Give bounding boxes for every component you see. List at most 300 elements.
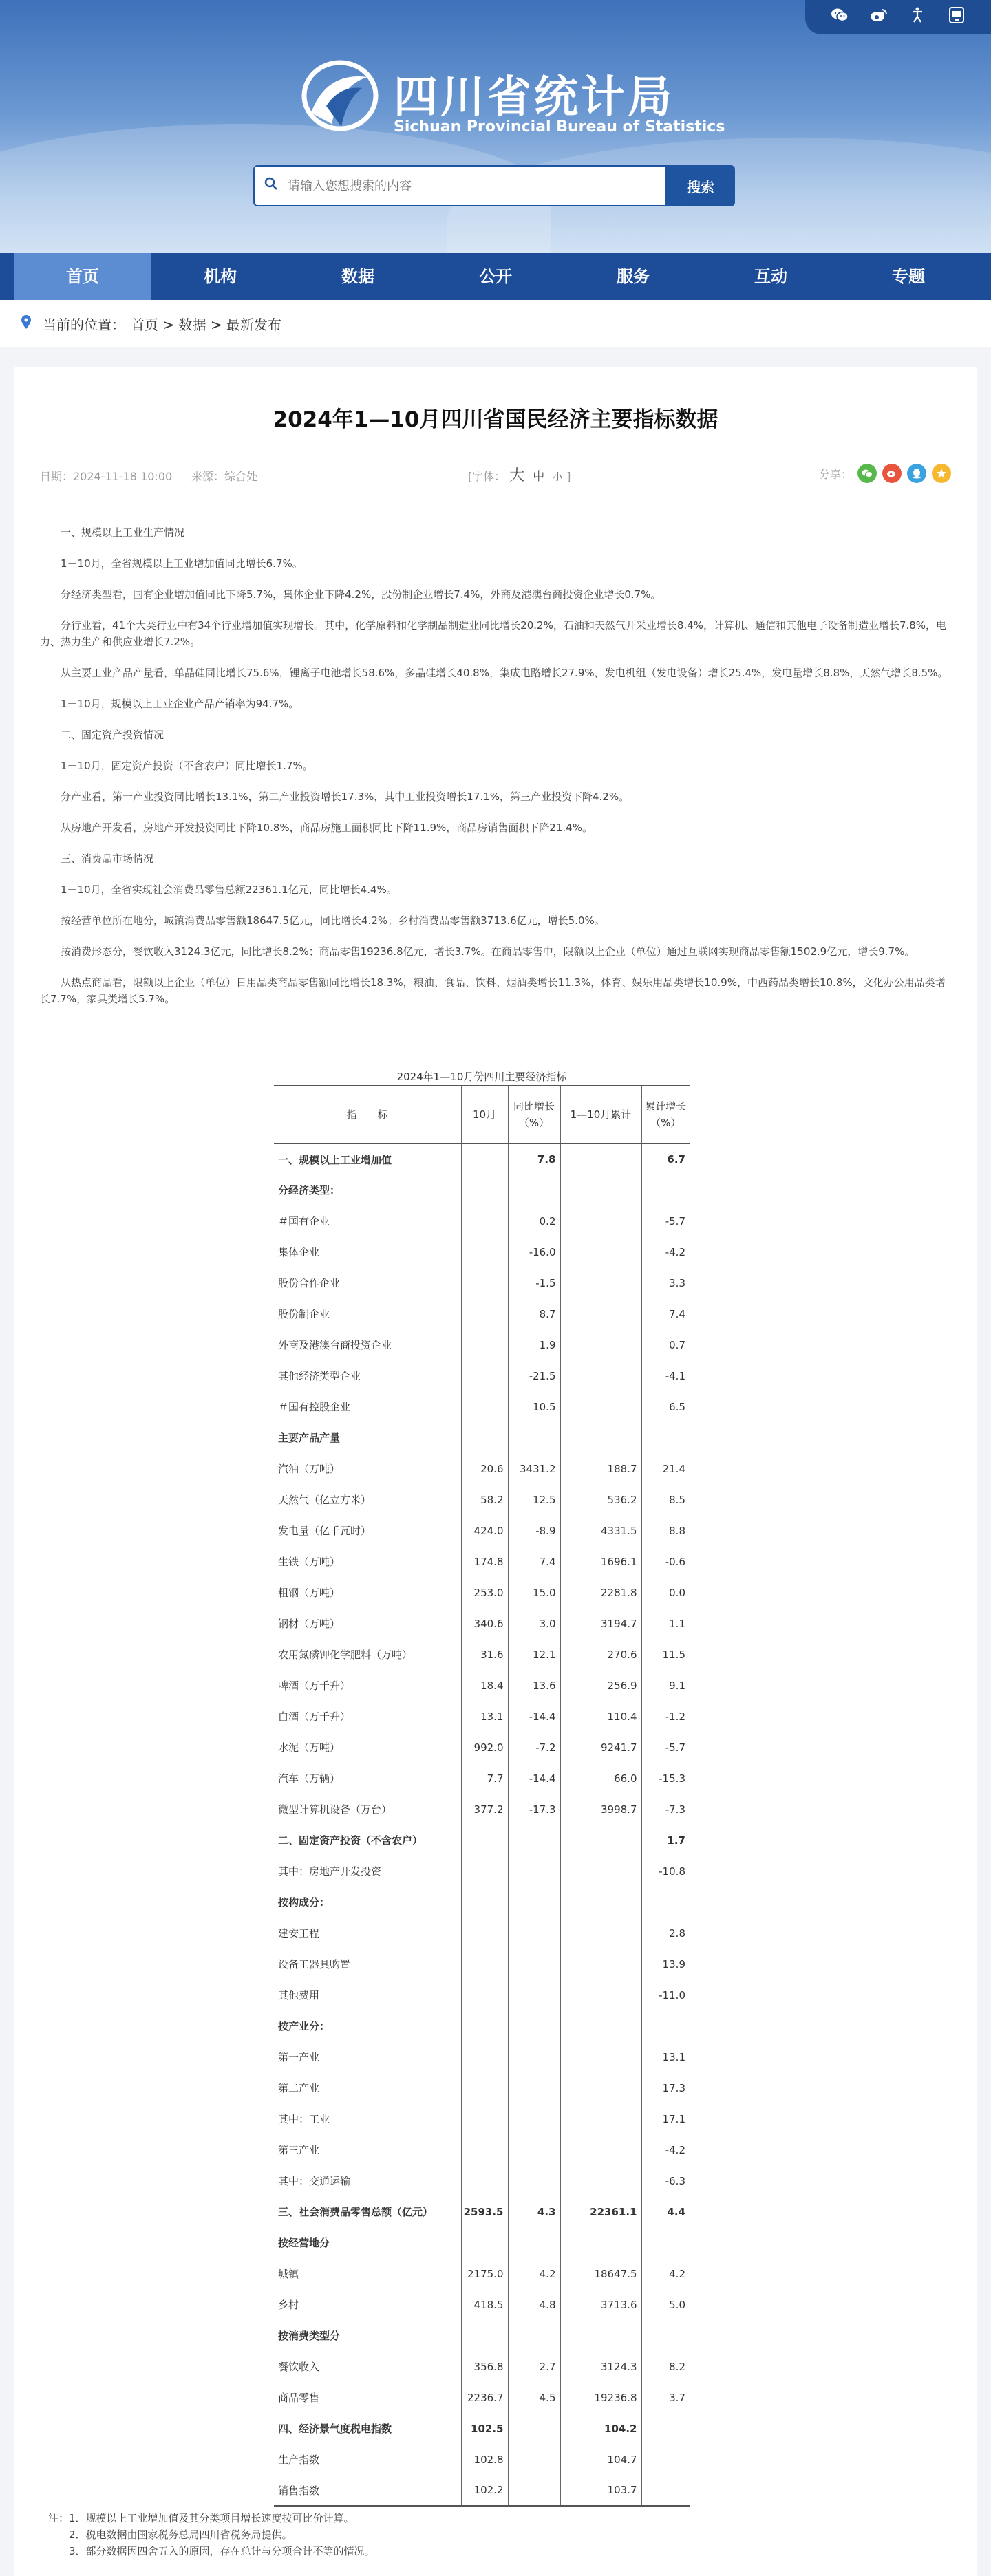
table-row-label: 餐饮收入 <box>278 2361 320 2373</box>
main-nav <box>0 253 991 300</box>
nav-item-data[interactable]: 数据 <box>341 267 374 286</box>
table-cell: 7.8 <box>508 1144 560 1174</box>
table-cell: 2593.5 <box>461 2196 508 2227</box>
table-row <box>274 2103 690 2134</box>
table-cell: 270.6 <box>560 1639 641 1670</box>
table-cell: 11.5 <box>641 1639 690 1670</box>
table-cell <box>508 2165 560 2196</box>
table-cell: 19236.8 <box>560 2382 641 2413</box>
table-row <box>274 1360 690 1391</box>
table-row-label: 商品零售 <box>278 2392 320 2404</box>
article-paragraph: 1－10月，规模以上工业企业产品产销率为94.7%。 <box>61 698 299 710</box>
nav-item-public[interactable]: 公开 <box>479 267 512 286</box>
table-cell: -7.2 <box>508 1732 560 1763</box>
table-cell <box>508 1979 560 2010</box>
table-row <box>274 1608 690 1639</box>
table-cell <box>560 1856 641 1887</box>
app-icon[interactable] <box>946 7 968 28</box>
table-cell: 1696.1 <box>560 1546 641 1577</box>
table-row <box>274 2196 690 2227</box>
table-cell <box>461 1205 508 1236</box>
table-cell <box>560 1422 641 1453</box>
table-row-label: 水泥（万吨） <box>278 1741 341 1754</box>
note-line: 3．部分数据因四舍五入的原因，存在总计与分项合计不等的情况。 <box>69 2545 375 2557</box>
table-cell <box>560 1918 641 1949</box>
table-row <box>274 2382 690 2413</box>
table-row <box>274 1825 690 1856</box>
article-paragraph: 1－10月，全省实现社会消费品零售总额22361.1亿元，同比增长4.4%。 <box>61 883 397 896</box>
table-cell: 1.1 <box>641 1608 690 1639</box>
table-row-label: 设备工器具购置 <box>278 1958 351 1971</box>
table-cell: 3.3 <box>641 1267 690 1298</box>
table-cell <box>641 2010 690 2041</box>
table-row-label: 其他经济类型企业 <box>278 1370 361 1382</box>
article-paragraph: 二、固定资产投资情况 <box>61 729 164 741</box>
table-header-row <box>274 1086 690 1144</box>
article-paragraph: 从房地产开发看，房地产开发投资同比下降10.8%，商品房施工面积同比下降11.9%，商品房销售面积下降21.4%。 <box>61 822 593 834</box>
table-cell <box>641 1174 690 1205</box>
search-icon <box>255 177 288 195</box>
article-paragraph: 分行业看，41个大类行业中有34个行业增加值实现增长。其中，化学原料和化学制品制造业同比增长20.2%，石油和天然气开采业增长8.4%，计算机、通信和其他电子设备制造业增长7.8%，电力、热力生产和供应业增长7.2%。 <box>40 619 947 648</box>
table-row <box>274 1144 690 1174</box>
table-row-label: 天然气（亿立方米） <box>278 1494 372 1506</box>
table-cell: 253.0 <box>461 1577 508 1608</box>
table-row-label: 按消费类型分 <box>278 2330 341 2342</box>
share-qq-icon[interactable] <box>907 464 926 483</box>
table-cell <box>508 2103 560 2134</box>
table-cell <box>461 1236 508 1267</box>
table-cell <box>508 1918 560 1949</box>
table-cell <box>560 1360 641 1391</box>
table-cell <box>461 2320 508 2351</box>
table-row-label: 城镇 <box>278 2268 299 2280</box>
table-row-label: 按经营地分 <box>278 2237 330 2249</box>
table-row-label: 粗钢（万吨） <box>278 1587 341 1599</box>
table-cell <box>461 1825 508 1856</box>
article-paragraph: 分经济类型看，国有企业增加值同比下降5.7%，集体企业下降4.2%，股份制企业增长7.4%，外商及港澳台商投资企业增长0.7%。 <box>61 588 661 601</box>
table-row-label: 钢材（万吨） <box>278 1618 341 1630</box>
table-body <box>274 1144 690 2506</box>
site-header <box>0 0 991 253</box>
table-cell: -4.2 <box>641 1236 690 1267</box>
table-cell <box>508 2227 560 2258</box>
table-cell <box>461 2134 508 2165</box>
table-cell: 110.4 <box>560 1701 641 1732</box>
table-cell: 256.9 <box>560 1670 641 1701</box>
table-cell <box>560 2165 641 2196</box>
table-cell: 356.8 <box>461 2351 508 2382</box>
table-row <box>274 2165 690 2196</box>
table-row <box>274 1329 690 1360</box>
indicator-table-wrapper <box>274 1069 690 2507</box>
table-cell: 4.2 <box>508 2258 560 2289</box>
table-cell: 20.6 <box>461 1453 508 1484</box>
table-row-label: 其中：工业 <box>278 2113 330 2125</box>
table-cell <box>508 2444 560 2475</box>
table-cell <box>461 1918 508 1949</box>
table-cell <box>508 1949 560 1979</box>
table-row-label: 按产业分： <box>278 2020 330 2032</box>
table-row-label: 白酒（万千升） <box>278 1710 351 1723</box>
table-cell <box>461 1949 508 1979</box>
table-cell: 104.7 <box>560 2444 641 2475</box>
table-cell <box>508 2475 560 2506</box>
table-cell: 1.9 <box>508 1329 560 1360</box>
nav-item-topics[interactable]: 专题 <box>892 267 925 286</box>
table-cell: 66.0 <box>560 1763 641 1794</box>
table-cell: -14.4 <box>508 1763 560 1794</box>
table-cell <box>461 1298 508 1329</box>
table-cell: 18647.5 <box>560 2258 641 2289</box>
nav-item-interaction[interactable]: 互动 <box>754 267 787 286</box>
table-row-label: 外商及港澳台商投资企业 <box>278 1339 392 1351</box>
table-row <box>274 2258 690 2289</box>
table-row <box>274 1949 690 1979</box>
table-row <box>274 1453 690 1484</box>
table-row-label: 汽车（万辆） <box>278 1772 341 1785</box>
nav-item-organization[interactable]: 机构 <box>204 267 237 286</box>
table-cell: 3.0 <box>508 1608 560 1639</box>
article-paragraph: 1－10月，固定资产投资（不含农户）同比增长1.7%。 <box>61 760 313 772</box>
table-row-label: 主要产品产量 <box>278 1432 341 1444</box>
share-weibo-icon[interactable] <box>882 464 902 483</box>
table-row-label: 销售指数 <box>274 2475 461 2506</box>
table-cell: 424.0 <box>461 1515 508 1546</box>
share-qzone-icon[interactable] <box>932 464 951 483</box>
table-cell <box>461 1391 508 1422</box>
font-small-button[interactable]: 小 <box>553 472 563 483</box>
table-cell: 12.1 <box>508 1639 560 1670</box>
table-cell: 8.7 <box>508 1298 560 1329</box>
table-row <box>274 1670 690 1701</box>
table-row-label: 生产指数 <box>278 2454 320 2466</box>
table-cell <box>560 2010 641 2041</box>
table-cell: 992.0 <box>461 1732 508 1763</box>
table-cell: 5.0 <box>641 2289 690 2320</box>
table-row <box>274 2475 690 2506</box>
table-row <box>274 1732 690 1763</box>
table-row <box>274 2444 690 2475</box>
table-cell <box>461 2072 508 2103</box>
table-cell <box>641 2413 690 2444</box>
table-row <box>274 1422 690 1453</box>
accessibility-icon[interactable] <box>906 7 928 28</box>
table-cell: 2.7 <box>508 2351 560 2382</box>
table-row <box>274 2351 690 2382</box>
table-row-label: 乡村 <box>278 2299 299 2311</box>
article-body <box>40 524 951 1022</box>
table-row-label: 股份制企业 <box>278 1308 330 1320</box>
table-cell <box>560 1825 641 1856</box>
table-cell <box>508 2041 560 2072</box>
breadcrumb-prefix: 当前的位置： <box>43 316 125 333</box>
table-row-label: 其中：房地产开发投资 <box>278 1865 382 1878</box>
table-cell <box>560 1329 641 1360</box>
table-cell: 13.1 <box>641 2041 690 2072</box>
nav-item-service[interactable]: 服务 <box>617 267 650 286</box>
table-cell <box>560 1144 641 1174</box>
table-row <box>274 1701 690 1732</box>
font-size-control: [字体： 大 中 小 ] <box>468 467 571 484</box>
table-cell: -7.3 <box>641 1794 690 1825</box>
table-cell <box>560 1949 641 1979</box>
table-row <box>274 1515 690 1546</box>
table-cell: 22361.1 <box>560 2196 641 2227</box>
table-row <box>274 1794 690 1825</box>
table-cell <box>641 1422 690 1453</box>
table-row <box>274 1484 690 1515</box>
indicator-table <box>274 1085 690 2507</box>
table-row <box>274 2041 690 2072</box>
table-row <box>274 1856 690 1887</box>
table-cell <box>508 1887 560 1918</box>
table-cell: 536.2 <box>560 1484 641 1515</box>
table-notes <box>48 2510 375 2559</box>
table-cell: 8.5 <box>641 1484 690 1515</box>
article-paragraph: 1－10月，全省规模以上工业增加值同比增长6.7%。 <box>61 557 303 570</box>
table-cell: -0.6 <box>641 1546 690 1577</box>
table-cell: -15.3 <box>641 1763 690 1794</box>
table-cell: 8.2 <box>641 2351 690 2382</box>
table-row <box>274 1267 690 1298</box>
table-cell: 1.7 <box>641 1825 690 1856</box>
table-row-label: 二、固定资产投资（不含农户） <box>278 1834 423 1847</box>
table-cell <box>508 2010 560 2041</box>
table-cell <box>461 1329 508 1360</box>
table-row-label: 按构成分： <box>278 1896 330 1909</box>
table-cell: 2281.8 <box>560 1577 641 1608</box>
table-cell <box>560 1979 641 2010</box>
table-cell: 13.1 <box>461 1701 508 1732</box>
table-row-label: 发电量（亿千瓦时） <box>278 1525 372 1537</box>
table-cell <box>461 1979 508 2010</box>
site-subtitle: Sichuan Provincial Bureau of Statistics <box>394 118 725 136</box>
table-cell <box>560 2103 641 2134</box>
table-cell <box>461 1144 508 1174</box>
table-cell <box>461 2041 508 2072</box>
share-label: 分享： <box>818 467 852 481</box>
table-cell: 2175.0 <box>461 2258 508 2289</box>
table-cell: 418.5 <box>461 2289 508 2320</box>
table-cell: 4.4 <box>641 2196 690 2227</box>
table-row <box>274 1918 690 1949</box>
font-big-button[interactable]: 大 <box>509 467 525 484</box>
table-row <box>274 1887 690 1918</box>
table-cell <box>461 2227 508 2258</box>
article-paragraph: 按消费形态分，餐饮收入3124.3亿元，同比增长8.2%；商品零售19236.8亿元，增长3.7%。在商品零售中，限额以上企业（单位）通过互联网实现商品零售额1502.9亿元，增长9.7%。 <box>61 945 915 958</box>
table-row-label: ＃国有控股企业 <box>278 1401 351 1413</box>
nav-item-home[interactable]: 首页 <box>14 253 151 300</box>
table-row <box>274 2289 690 2320</box>
table-cell <box>461 1360 508 1391</box>
table-cell <box>641 2227 690 2258</box>
bureau-logo <box>299 58 381 133</box>
font-mid-button[interactable]: 中 <box>533 470 545 484</box>
table-cell <box>508 1174 560 1205</box>
table-cell: 102.2 <box>461 2475 508 2506</box>
share-wechat-icon[interactable] <box>857 464 877 483</box>
table-cell: -4.2 <box>641 2134 690 2165</box>
table-cell: -6.3 <box>641 2165 690 2196</box>
table-cell: 13.6 <box>508 1670 560 1701</box>
table-cell <box>461 2165 508 2196</box>
table-cell: 7.4 <box>641 1298 690 1329</box>
table-cell: 6.5 <box>641 1391 690 1422</box>
breadcrumb-path[interactable]: 首页 > 数据 > 最新发布 <box>131 316 281 333</box>
article-date: 日期：2024-11-18 10:00 <box>40 470 173 483</box>
table-row-label: 生铁（万吨） <box>278 1556 341 1568</box>
table-cell: -16.0 <box>508 1236 560 1267</box>
table-cell: 10.5 <box>508 1391 560 1422</box>
table-cell: -5.7 <box>641 1205 690 1236</box>
share-bar <box>819 464 951 483</box>
table-row-label: 微型计算机设备（万台） <box>278 1803 392 1816</box>
table-cell: 340.6 <box>461 1608 508 1639</box>
note-line: 注：1．规模以上工业增加值及其分类项目增长速度按可比价计算。 <box>48 2512 354 2524</box>
table-row <box>274 1546 690 1577</box>
table-cell <box>560 2227 641 2258</box>
table-cell: 31.6 <box>461 1639 508 1670</box>
table-cell: 6.7 <box>641 1144 690 1174</box>
table-cell: -21.5 <box>508 1360 560 1391</box>
table-row <box>274 1236 690 1267</box>
table-cell: 15.0 <box>508 1577 560 1608</box>
table-cell: -11.0 <box>641 1979 690 2010</box>
article-paragraph: 从主要工业产品产量看，单晶硅同比增长75.6%，锂离子电池增长58.6%，多晶硅增长40.8%，集成电路增长27.9%，发电机组（发电设备）增长25.4%，发电量增长8.8%，天然气增长8.5%。 <box>61 667 948 679</box>
table-cell <box>461 2010 508 2041</box>
table-cell <box>560 2072 641 2103</box>
table-cell: 3124.3 <box>560 2351 641 2382</box>
table-row-label: 四、经济景气度税电指数 <box>278 2423 392 2435</box>
table-row <box>274 1577 690 1608</box>
table-cell <box>560 2041 641 2072</box>
search-box <box>253 165 666 206</box>
table-cell <box>641 2444 690 2475</box>
table-row <box>274 2010 690 2041</box>
table-cell: 3.7 <box>641 2382 690 2413</box>
table-row-label: 汽油（万吨） <box>278 1463 341 1475</box>
table-cell <box>508 1825 560 1856</box>
table-cell <box>508 1422 560 1453</box>
table-cell: 3713.6 <box>560 2289 641 2320</box>
article-source: 来源：综合处 <box>191 470 258 483</box>
table-cell <box>461 1887 508 1918</box>
table-row-label: 股份合作企业 <box>278 1277 341 1289</box>
table-row <box>274 1639 690 1670</box>
table-row <box>274 2320 690 2351</box>
location-pin-icon <box>21 315 32 332</box>
table-cell: 4.8 <box>508 2289 560 2320</box>
table-row-label: 三、社会消费品零售总额（亿元） <box>278 2206 434 2218</box>
table-cell: 58.2 <box>461 1484 508 1515</box>
table-cell <box>641 2320 690 2351</box>
table-cell: -10.8 <box>641 1856 690 1887</box>
top-icon-bar <box>805 0 991 34</box>
article-paragraph: 分产业看，第一产业投资同比增长13.1%，第二产业投资增长17.3%，其中工业投资增长17.1%，第三产业投资下降4.2%。 <box>61 791 630 803</box>
table-cell: 9.1 <box>641 1670 690 1701</box>
table-cell: 3194.7 <box>560 1608 641 1639</box>
table-cell: 0.7 <box>641 1329 690 1360</box>
table-row-label: 农用氮磷钾化学肥料（万吨） <box>278 1649 413 1661</box>
article-paragraph: 从热点商品看，限额以上企业（单位）日用品类商品零售额同比增长18.3%，粮油、食品、饮料、烟酒类增长11.3%，体育、娱乐用品类增长10.9%，中西药品类增长10.8%，文化办公用品类增长7.7%，家具类增长5.7%。 <box>40 976 946 1005</box>
table-header-cell: 10月 <box>461 1086 508 1144</box>
table-cell <box>560 2134 641 2165</box>
table-cell <box>461 1422 508 1453</box>
article-meta <box>40 462 951 487</box>
table-cell: 9241.7 <box>560 1732 641 1763</box>
weibo-icon[interactable] <box>868 8 890 27</box>
table-cell <box>560 1236 641 1267</box>
table-row <box>274 1763 690 1794</box>
wechat-icon[interactable] <box>829 8 851 27</box>
table-cell: -1.5 <box>508 1267 560 1298</box>
table-cell: 17.1 <box>641 2103 690 2134</box>
table-cell <box>461 1174 508 1205</box>
table-cell <box>560 1205 641 1236</box>
table-cell: -4.1 <box>641 1360 690 1391</box>
table-cell: -5.7 <box>641 1732 690 1763</box>
table-cell: 2236.7 <box>461 2382 508 2413</box>
table-cell <box>461 1267 508 1298</box>
table-cell: 104.2 <box>560 2413 641 2444</box>
table-cell: 3431.2 <box>508 1453 560 1484</box>
table-cell: -17.3 <box>508 1794 560 1825</box>
table-cell <box>641 2475 690 2506</box>
table-row-label: ＃国有企业 <box>278 1215 330 1227</box>
table-row-label: 建安工程 <box>278 1927 320 1940</box>
article-paragraph: 一、规模以上工业生产情况 <box>61 526 185 539</box>
table-cell: 102.5 <box>461 2413 508 2444</box>
table-cell: 18.4 <box>461 1670 508 1701</box>
table-cell <box>508 2413 560 2444</box>
table-cell: 0.0 <box>641 1577 690 1608</box>
table-cell: 103.7 <box>560 2475 641 2506</box>
note-line: 2．税电数据由国家税务总局四川省税务局提供。 <box>69 2529 292 2541</box>
table-cell: -8.9 <box>508 1515 560 1546</box>
table-cell: 174.8 <box>461 1546 508 1577</box>
table-row <box>274 1298 690 1329</box>
table-cell <box>560 1298 641 1329</box>
table-row <box>274 1205 690 1236</box>
table-cell: 102.8 <box>461 2444 508 2475</box>
table-cell: 17.3 <box>641 2072 690 2103</box>
table-cell: 4.2 <box>641 2258 690 2289</box>
breadcrumb <box>0 300 991 347</box>
table-cell: 4.5 <box>508 2382 560 2413</box>
table-row-label: 集体企业 <box>278 1246 320 1258</box>
table-cell <box>560 1391 641 1422</box>
site-title: 四川省统计局 <box>394 72 674 123</box>
table-cell <box>560 2320 641 2351</box>
table-cell: 8.8 <box>641 1515 690 1546</box>
table-header-cell: 累计增长（%） <box>641 1086 690 1144</box>
table-row <box>274 1174 690 1205</box>
table-cell <box>461 1856 508 1887</box>
table-header-cell: 1—10月累计 <box>560 1086 641 1144</box>
table-cell <box>560 1174 641 1205</box>
table-row-label: 啤酒（万千升） <box>278 1679 351 1692</box>
table-cell: 377.2 <box>461 1794 508 1825</box>
search-input[interactable] <box>288 179 646 193</box>
table-row <box>274 2072 690 2103</box>
table-cell: 7.4 <box>508 1546 560 1577</box>
table-cell: 13.9 <box>641 1949 690 1979</box>
table-row-label: 其中：交通运输 <box>278 2175 351 2187</box>
search-button[interactable]: 搜索 <box>666 165 735 206</box>
table-row <box>274 2134 690 2165</box>
table-row <box>274 2413 690 2444</box>
table-row-label: 其他费用 <box>278 1989 320 2001</box>
